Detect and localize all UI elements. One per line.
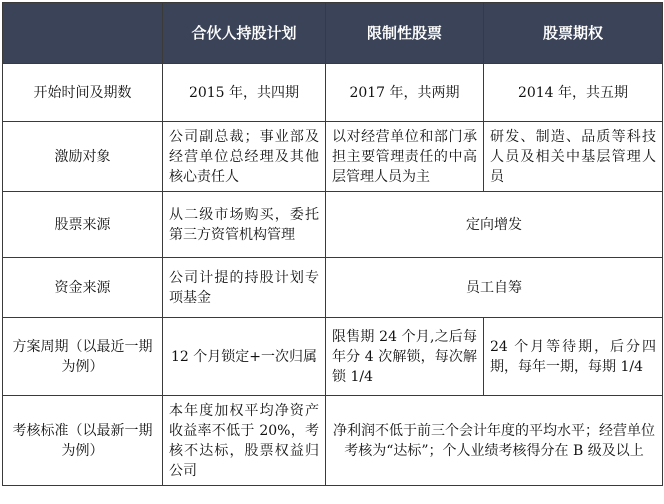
row-label-targets: 激励对象: [3, 122, 163, 192]
row-label-start-time: 开始时间及期数: [3, 64, 163, 122]
row-label-stock-source: 股票来源: [3, 192, 163, 258]
row-label-assessment: 考核标准（以最新一期为例）: [3, 396, 163, 486]
row-label-fund-source: 资金来源: [3, 258, 163, 318]
cell-restricted-targets: 以对经营单位和部门承担主要管理责任的中高层管理人员为主: [326, 122, 484, 192]
cell-restricted-cycle: 限售期 24 个月,之后每年分 4 次解锁，每次解锁 1/4: [326, 318, 484, 396]
table-row: [3, 122, 663, 192]
cell-partner-cycle: 12 个月锁定+一次归属: [163, 318, 326, 396]
table-row: [3, 396, 663, 486]
table-row: [3, 192, 663, 258]
table-row: [3, 318, 663, 396]
cell-restricted-start: 2017 年，共两期: [326, 64, 484, 122]
cell-assessment-merged: 净利润不低于前三个会计年度的平均水平；经营单位考核为“达标”；个人业绩考核得分在 B 级及以上: [326, 396, 663, 486]
cell-partner-stock-source: 从二级市场购买，委托第三方资管机构管理: [163, 192, 326, 258]
row-label-cycle: 方案周期（以最近一期为例）: [3, 318, 163, 396]
header-partner-stock-plan: 合伙人持股计划: [163, 3, 326, 64]
cell-stock-source-merged: 定向增发: [326, 192, 663, 258]
cell-options-targets: 研发、制造、品质等科技人员及相关中基层管理人员: [484, 122, 663, 192]
cell-partner-start: 2015 年，共四期: [163, 64, 326, 122]
cell-partner-assessment: 本年度加权平均净资产收益率不低于 20%，考核不达标，股票权益归公司: [163, 396, 326, 486]
cell-options-start: 2014 年，共五期: [484, 64, 663, 122]
header-stock-options: 股票期权: [484, 3, 663, 64]
cell-partner-targets: 公司副总裁；事业部及经营单位总经理及其他核心责任人: [163, 122, 326, 192]
table-row: [3, 258, 663, 318]
cell-fund-source-merged: 员工自筹: [326, 258, 663, 318]
header-row: [3, 3, 663, 64]
cell-partner-fund-source: 公司计提的持股计划专项基金: [163, 258, 326, 318]
table-row: [3, 64, 663, 122]
header-corner: [3, 3, 163, 64]
header-restricted-stock: 限制性股票: [326, 3, 484, 64]
cell-options-cycle: 24 个月等待期，后分四期，每年一期，每期 1/4: [484, 318, 663, 396]
comparison-table: [2, 2, 663, 486]
